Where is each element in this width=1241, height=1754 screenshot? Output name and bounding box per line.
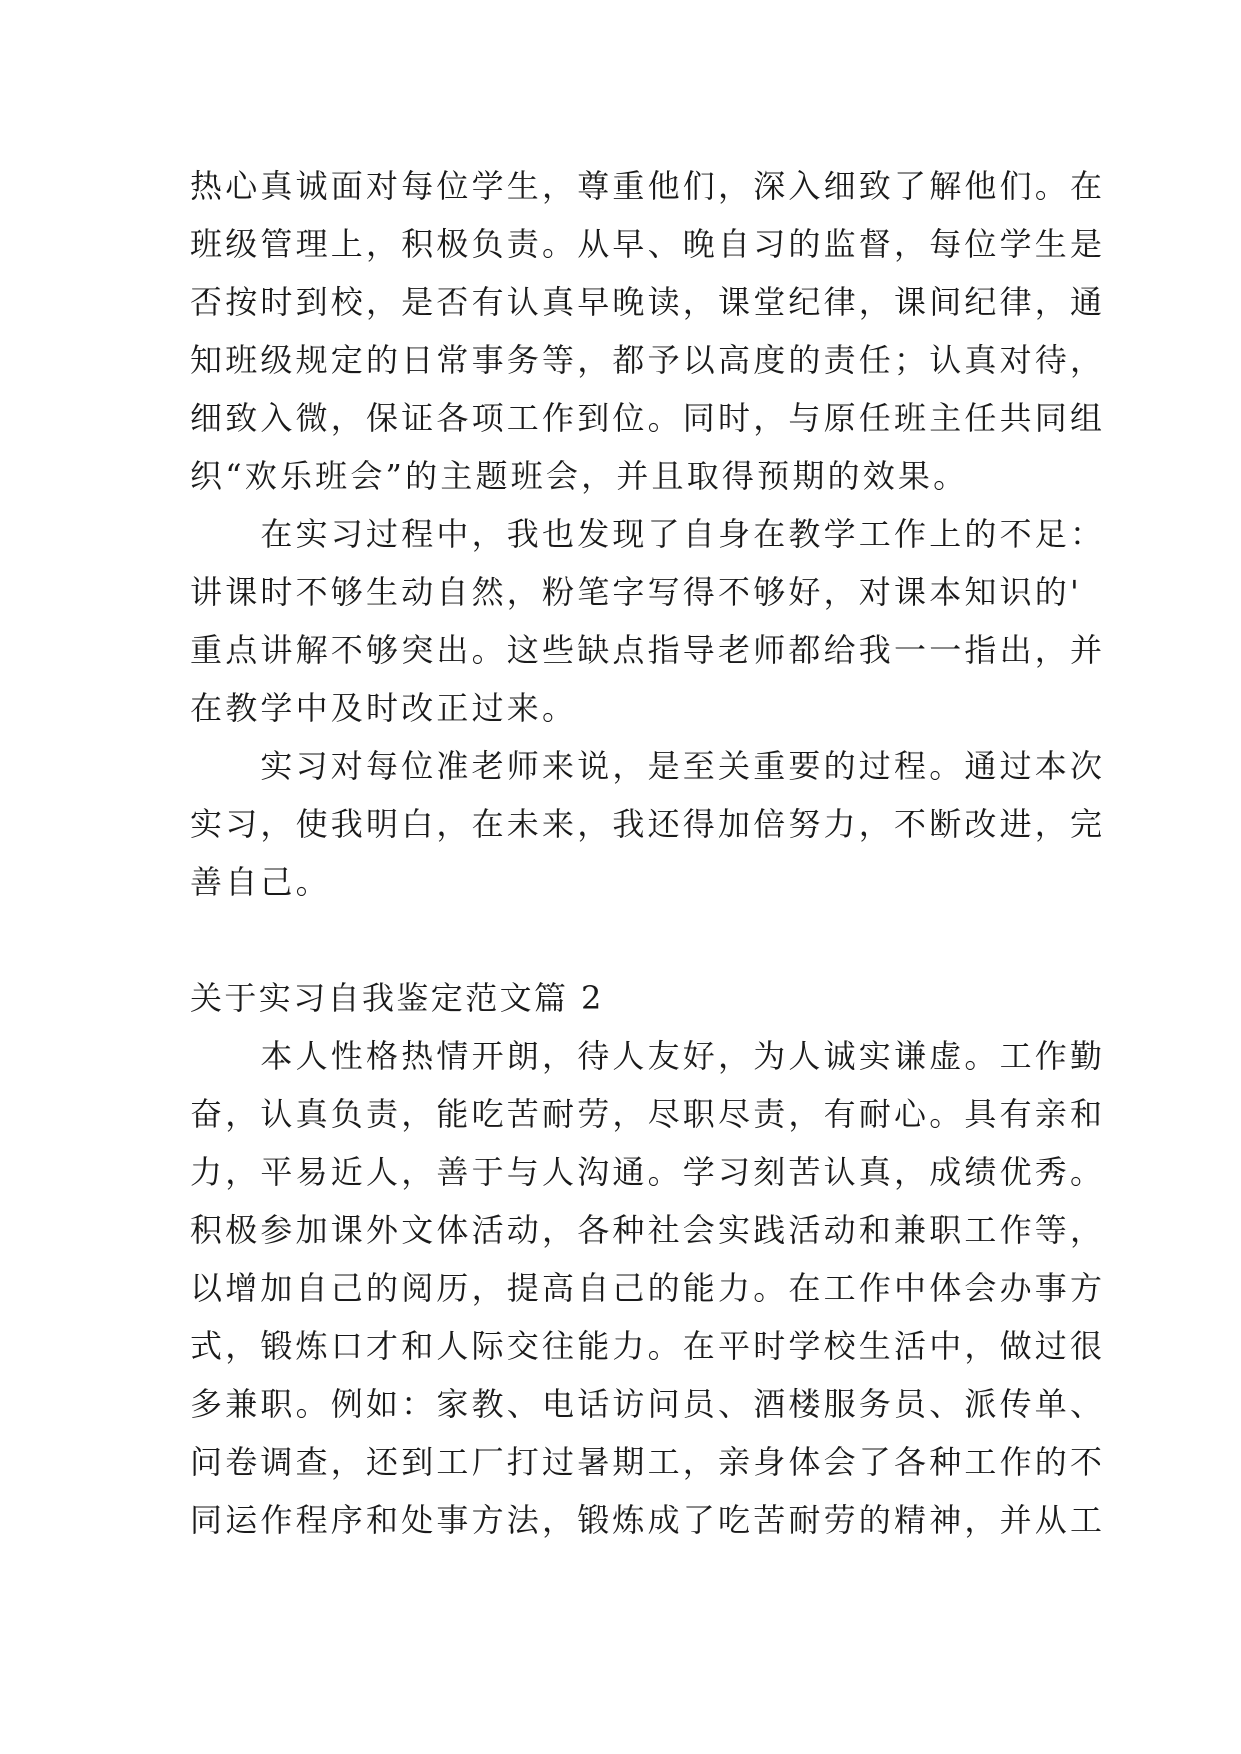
text-line: 细致入微，保证各项工作到位。同时，与原任班主任共同组	[190, 399, 1106, 437]
text-line: 以增加自己的阅历，提高自己的能力。在工作中体会办事方	[190, 1269, 1106, 1307]
text-line: 在教学中及时改正过来。	[190, 689, 578, 727]
section-heading: 关于实习自我鉴定范文篇 2	[190, 979, 604, 1017]
text-line: 问卷调查，还到工厂打过暑期工，亲身体会了各种工作的不	[190, 1443, 1106, 1481]
text-line: 多兼职。例如：家教、电话访问员、酒楼服务员、派传单、	[190, 1385, 1106, 1423]
text-line: 重点讲解不够突出。这些缺点指导老师都给我一一指出，并	[190, 631, 1106, 669]
text-line: 同运作程序和处事方法，锻炼成了吃苦耐劳的精神，并从工	[190, 1501, 1106, 1539]
text-line: 在实习过程中，我也发现了自身在教学工作上的不足：	[190, 515, 1106, 553]
text-line: 知班级规定的日常事务等，都予以高度的责任；认真对待，	[190, 341, 1106, 379]
text-line: 本人性格热情开朗，待人友好，为人诚实谦虚。工作勤	[190, 1037, 1106, 1075]
text-line: 织“欢乐班会”的主题班会，并且取得预期的效果。	[190, 457, 969, 495]
text-line: 否按时到校，是否有认真早晚读，课堂纪律，课间纪律，通	[190, 283, 1106, 321]
text-line: 热心真诚面对每位学生，尊重他们，深入细致了解他们。在	[190, 167, 1106, 205]
text-line: 式，锻炼口才和人际交往能力。在平时学校生活中，做过很	[190, 1327, 1106, 1365]
text-line: 实习，使我明白，在未来，我还得加倍努力，不断改进，完	[190, 805, 1106, 843]
text-line: 班级管理上，积极负责。从早、晚自习的监督，每位学生是	[190, 225, 1106, 263]
text-line: 积极参加课外文体活动，各种社会实践活动和兼职工作等，	[190, 1211, 1106, 1249]
text-line: 善自己。	[190, 863, 331, 901]
text-line: 讲课时不够生动自然，粉笔字写得不够好，对课本知识的'	[190, 573, 1082, 611]
text-line: 实习对每位准老师来说，是至关重要的过程。通过本次	[190, 747, 1106, 785]
text-line: 力，平易近人，善于与人沟通。学习刻苦认真，成绩优秀。	[190, 1153, 1106, 1191]
text-line: 奋，认真负责，能吃苦耐劳，尽职尽责，有耐心。具有亲和	[190, 1095, 1106, 1133]
